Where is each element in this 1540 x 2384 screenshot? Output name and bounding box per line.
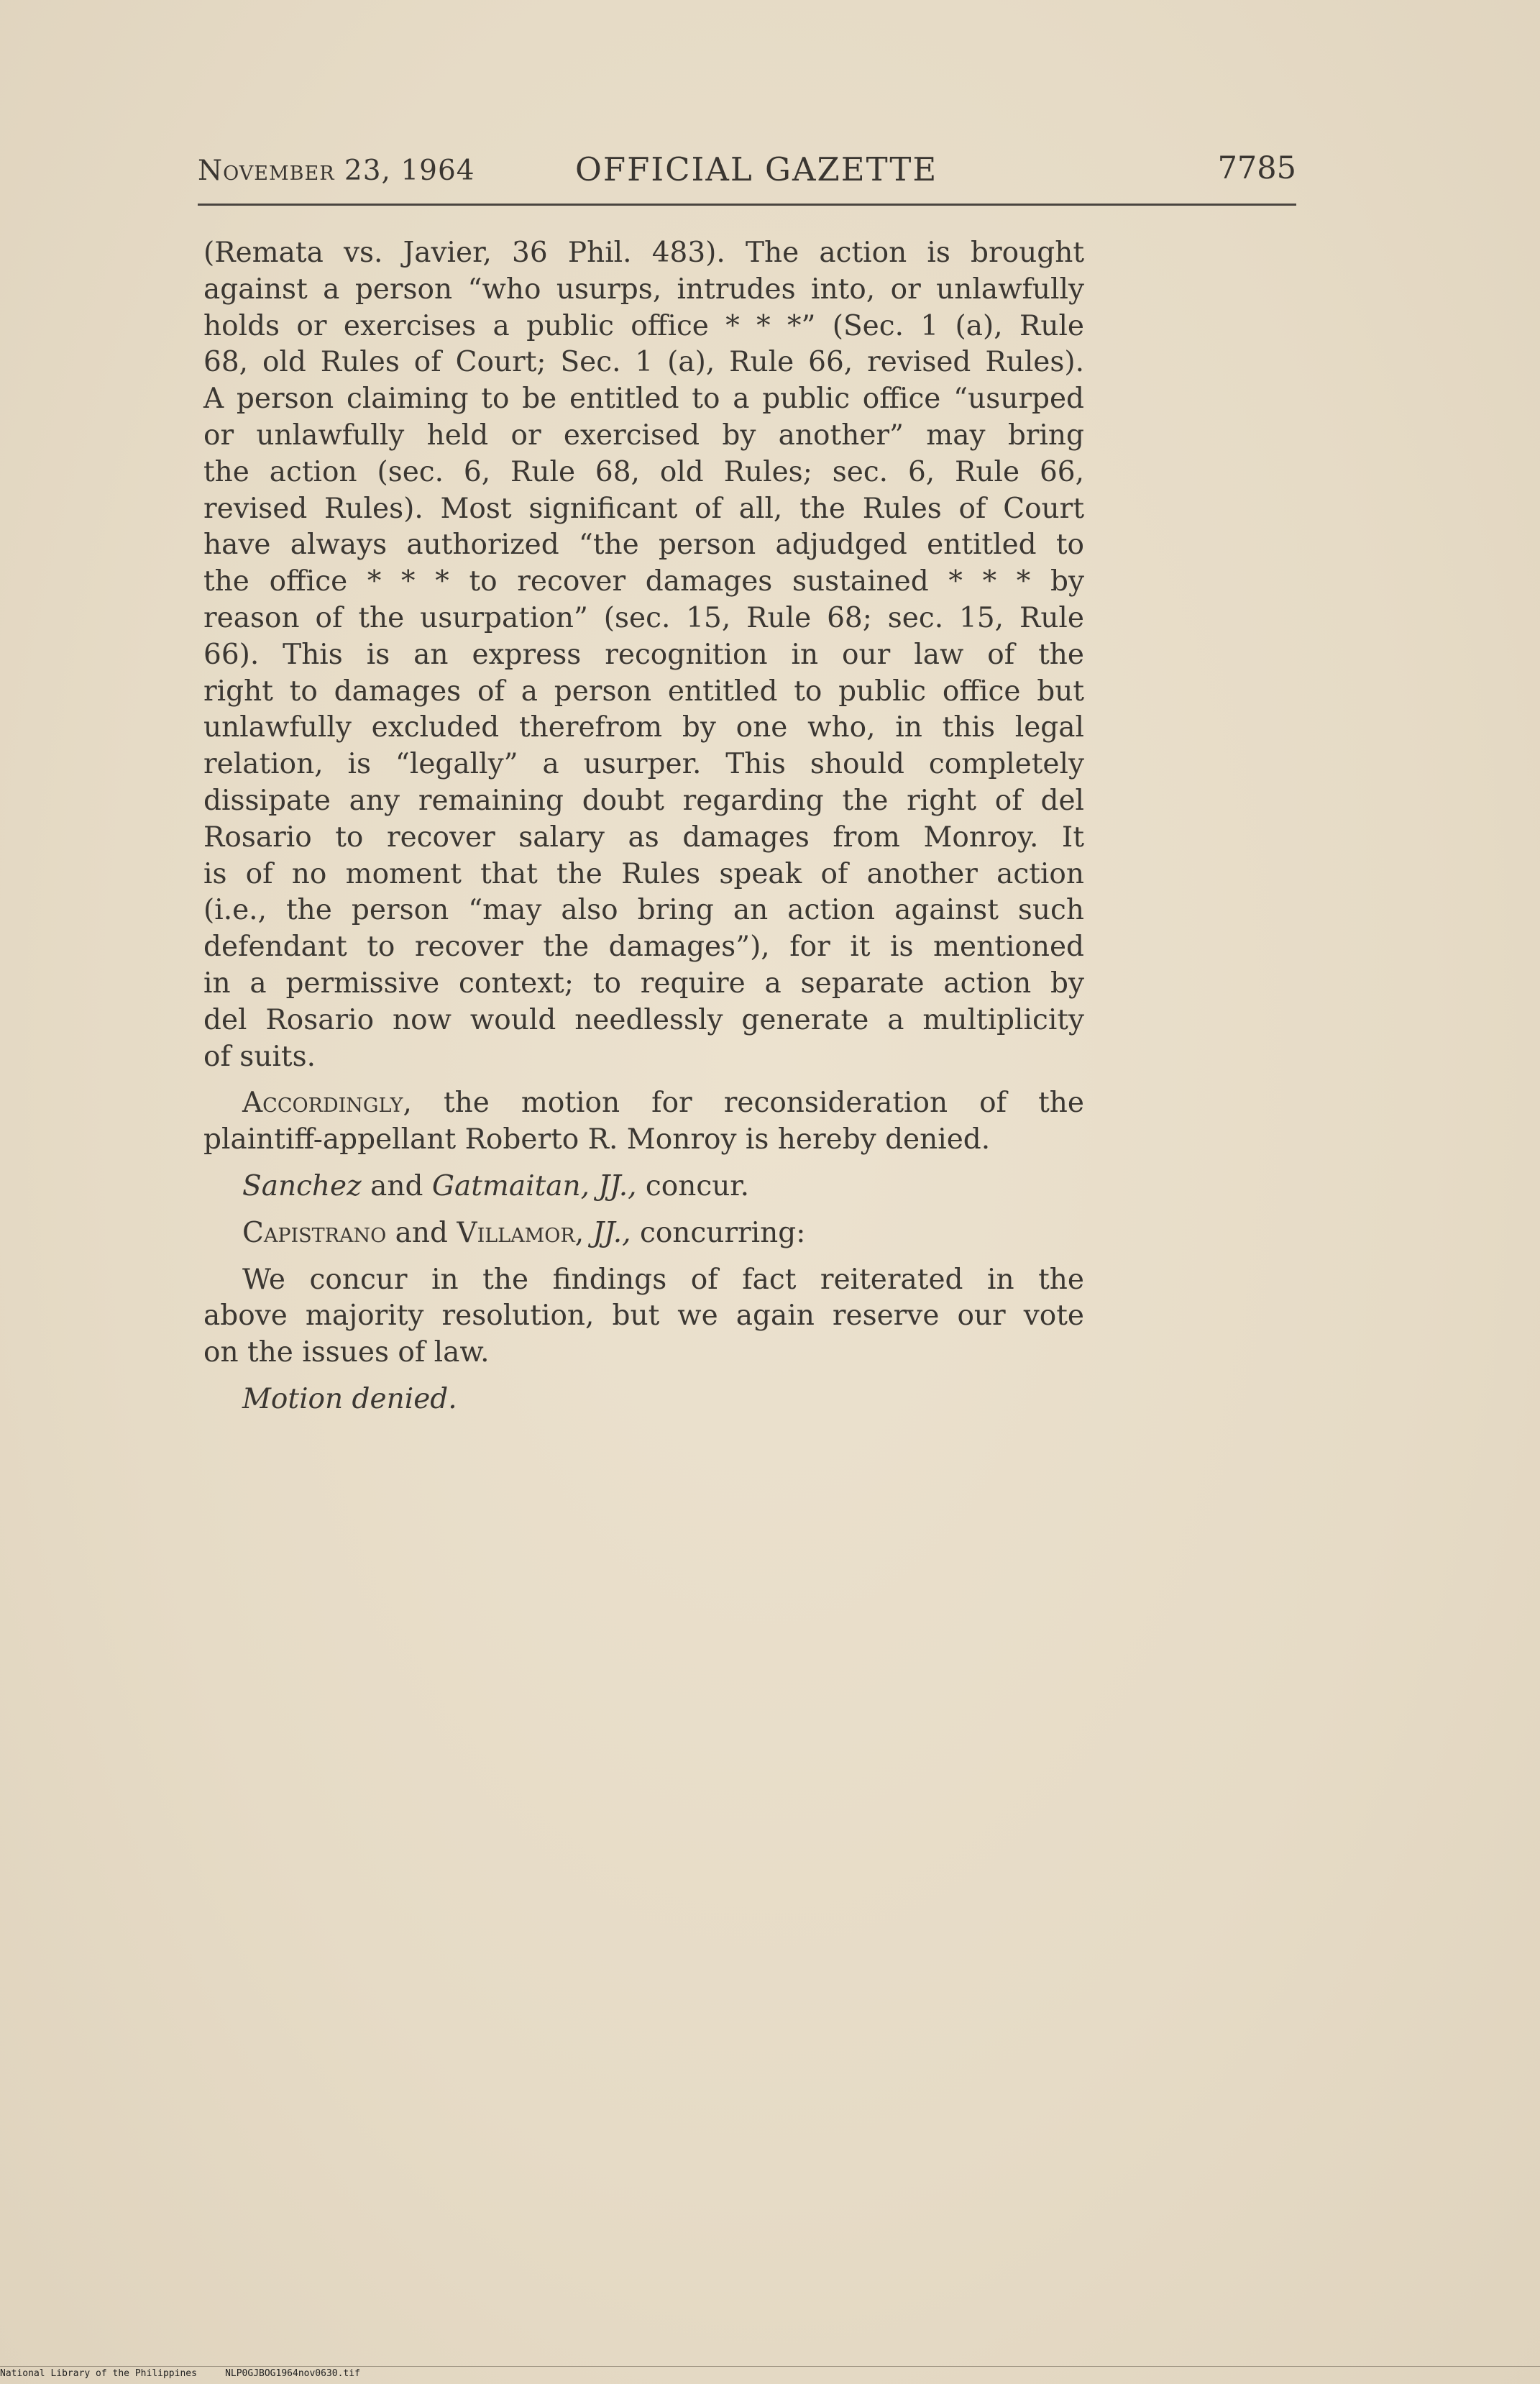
text-line: 66). This is an express recognition in our law of the: [203, 638, 1084, 671]
concur-line: [203, 1169, 1084, 1205]
footer-divider: [0, 2366, 1540, 2367]
scan-footer: National Library of the Philippines NLP0GJBOG1964nov0630.tif: [0, 2368, 360, 2379]
text-line: against a person “who usurps, intrudes into, or unlawfully: [203, 273, 1084, 306]
text-line: right to damages of a person entitled to public office but: [203, 675, 1084, 708]
text-line: reason of the usurpation” (sec. 15, Rule 68; sec. 15, Rule: [203, 601, 1084, 634]
text-line: 68, old Rules of Court; Sec. 1 (a), Rule 66, revised Rules).: [203, 346, 1084, 379]
text-line: relation, is “legally” a usurper. This should completely: [203, 748, 1084, 781]
disposition-line: [203, 1085, 1084, 1122]
document-body: [203, 235, 1084, 1418]
opinion-paragraph: [203, 235, 1084, 1075]
conclusion: Motion denied.: [242, 1382, 457, 1415]
text-line: defendant to recover the damages”), for it is mentioned: [203, 931, 1084, 964]
header-rule: [198, 204, 1296, 206]
text-line: is of no moment that the Rules speak of another action: [203, 857, 1084, 890]
justice-name: Villamor,: [457, 1216, 585, 1249]
concur-suffix: concur.: [645, 1169, 750, 1202]
conjunction: and: [370, 1169, 423, 1202]
disposition-text: the motion for reconsideration of the: [443, 1087, 1084, 1120]
text-line: del Rosario now would needlessly generate a multiplicity: [203, 1003, 1084, 1036]
disposition-line: plaintiff-appellant Roberto R. Monroy is hereby denied.: [203, 1123, 991, 1156]
justice-name: Gatmaitan, JJ.,: [431, 1169, 637, 1202]
text-line: revised Rules). Most significant of all, the Rules of Court: [203, 492, 1084, 525]
text-line: (Remata vs. Javier, 36 Phil. 483). The action is brought: [203, 237, 1084, 269]
justice-name: Capistrano: [242, 1216, 387, 1249]
disposition-paragraph: [203, 1085, 1084, 1159]
text-line: in a permissive context; to require a separate action by: [203, 967, 1084, 1000]
conjunction: and: [395, 1216, 449, 1249]
page-header: [198, 147, 1296, 191]
text-line: (i.e., the person “may also bring an action against such: [203, 894, 1084, 927]
concurring-paragraph: [203, 1262, 1084, 1371]
header-date: November 23, 1964: [198, 155, 475, 187]
header-page-number: 7785: [1217, 150, 1296, 186]
text-line: A person claiming to be entitled to a public office “usurped: [203, 383, 1084, 416]
text-line: have always authorized “the person adjudged entitled to: [203, 529, 1084, 562]
text-line: of suits.: [203, 1040, 316, 1073]
justice-name: Sanchez: [242, 1169, 362, 1202]
text-line: Rosario to recover salary as damages from Monroy. It: [203, 821, 1084, 854]
header-title: OFFICIAL GAZETTE: [575, 150, 938, 188]
text-line: on the issues of law.: [203, 1336, 490, 1369]
concurring-suffix: concurring:: [639, 1216, 806, 1249]
text-line: or unlawfully held or exercised by another” may bring: [203, 419, 1084, 452]
text-line: the action (sec. 6, Rule 68, old Rules; sec. 6, Rule 66,: [203, 455, 1084, 488]
text-line: holds or exercises a public office * * *” (Sec. 1 (a), Rule: [203, 309, 1084, 342]
text-line: dissipate any remaining doubt regarding the right of del: [203, 784, 1084, 817]
disposition-lead: Accordingly,: [242, 1087, 412, 1120]
text-line: unlawfully excluded therefrom by one who, in this legal: [203, 711, 1084, 744]
concurring-heading: [203, 1215, 1084, 1252]
text-line: above majority resolution, but we again reserve our vote: [203, 1300, 1084, 1333]
text-line: the office * * * to recover damages sustained * * * by: [203, 565, 1084, 598]
text-line: We concur in the findings of fact reiterated in the: [242, 1263, 1084, 1296]
justices-abbrev: JJ.,: [592, 1216, 631, 1249]
